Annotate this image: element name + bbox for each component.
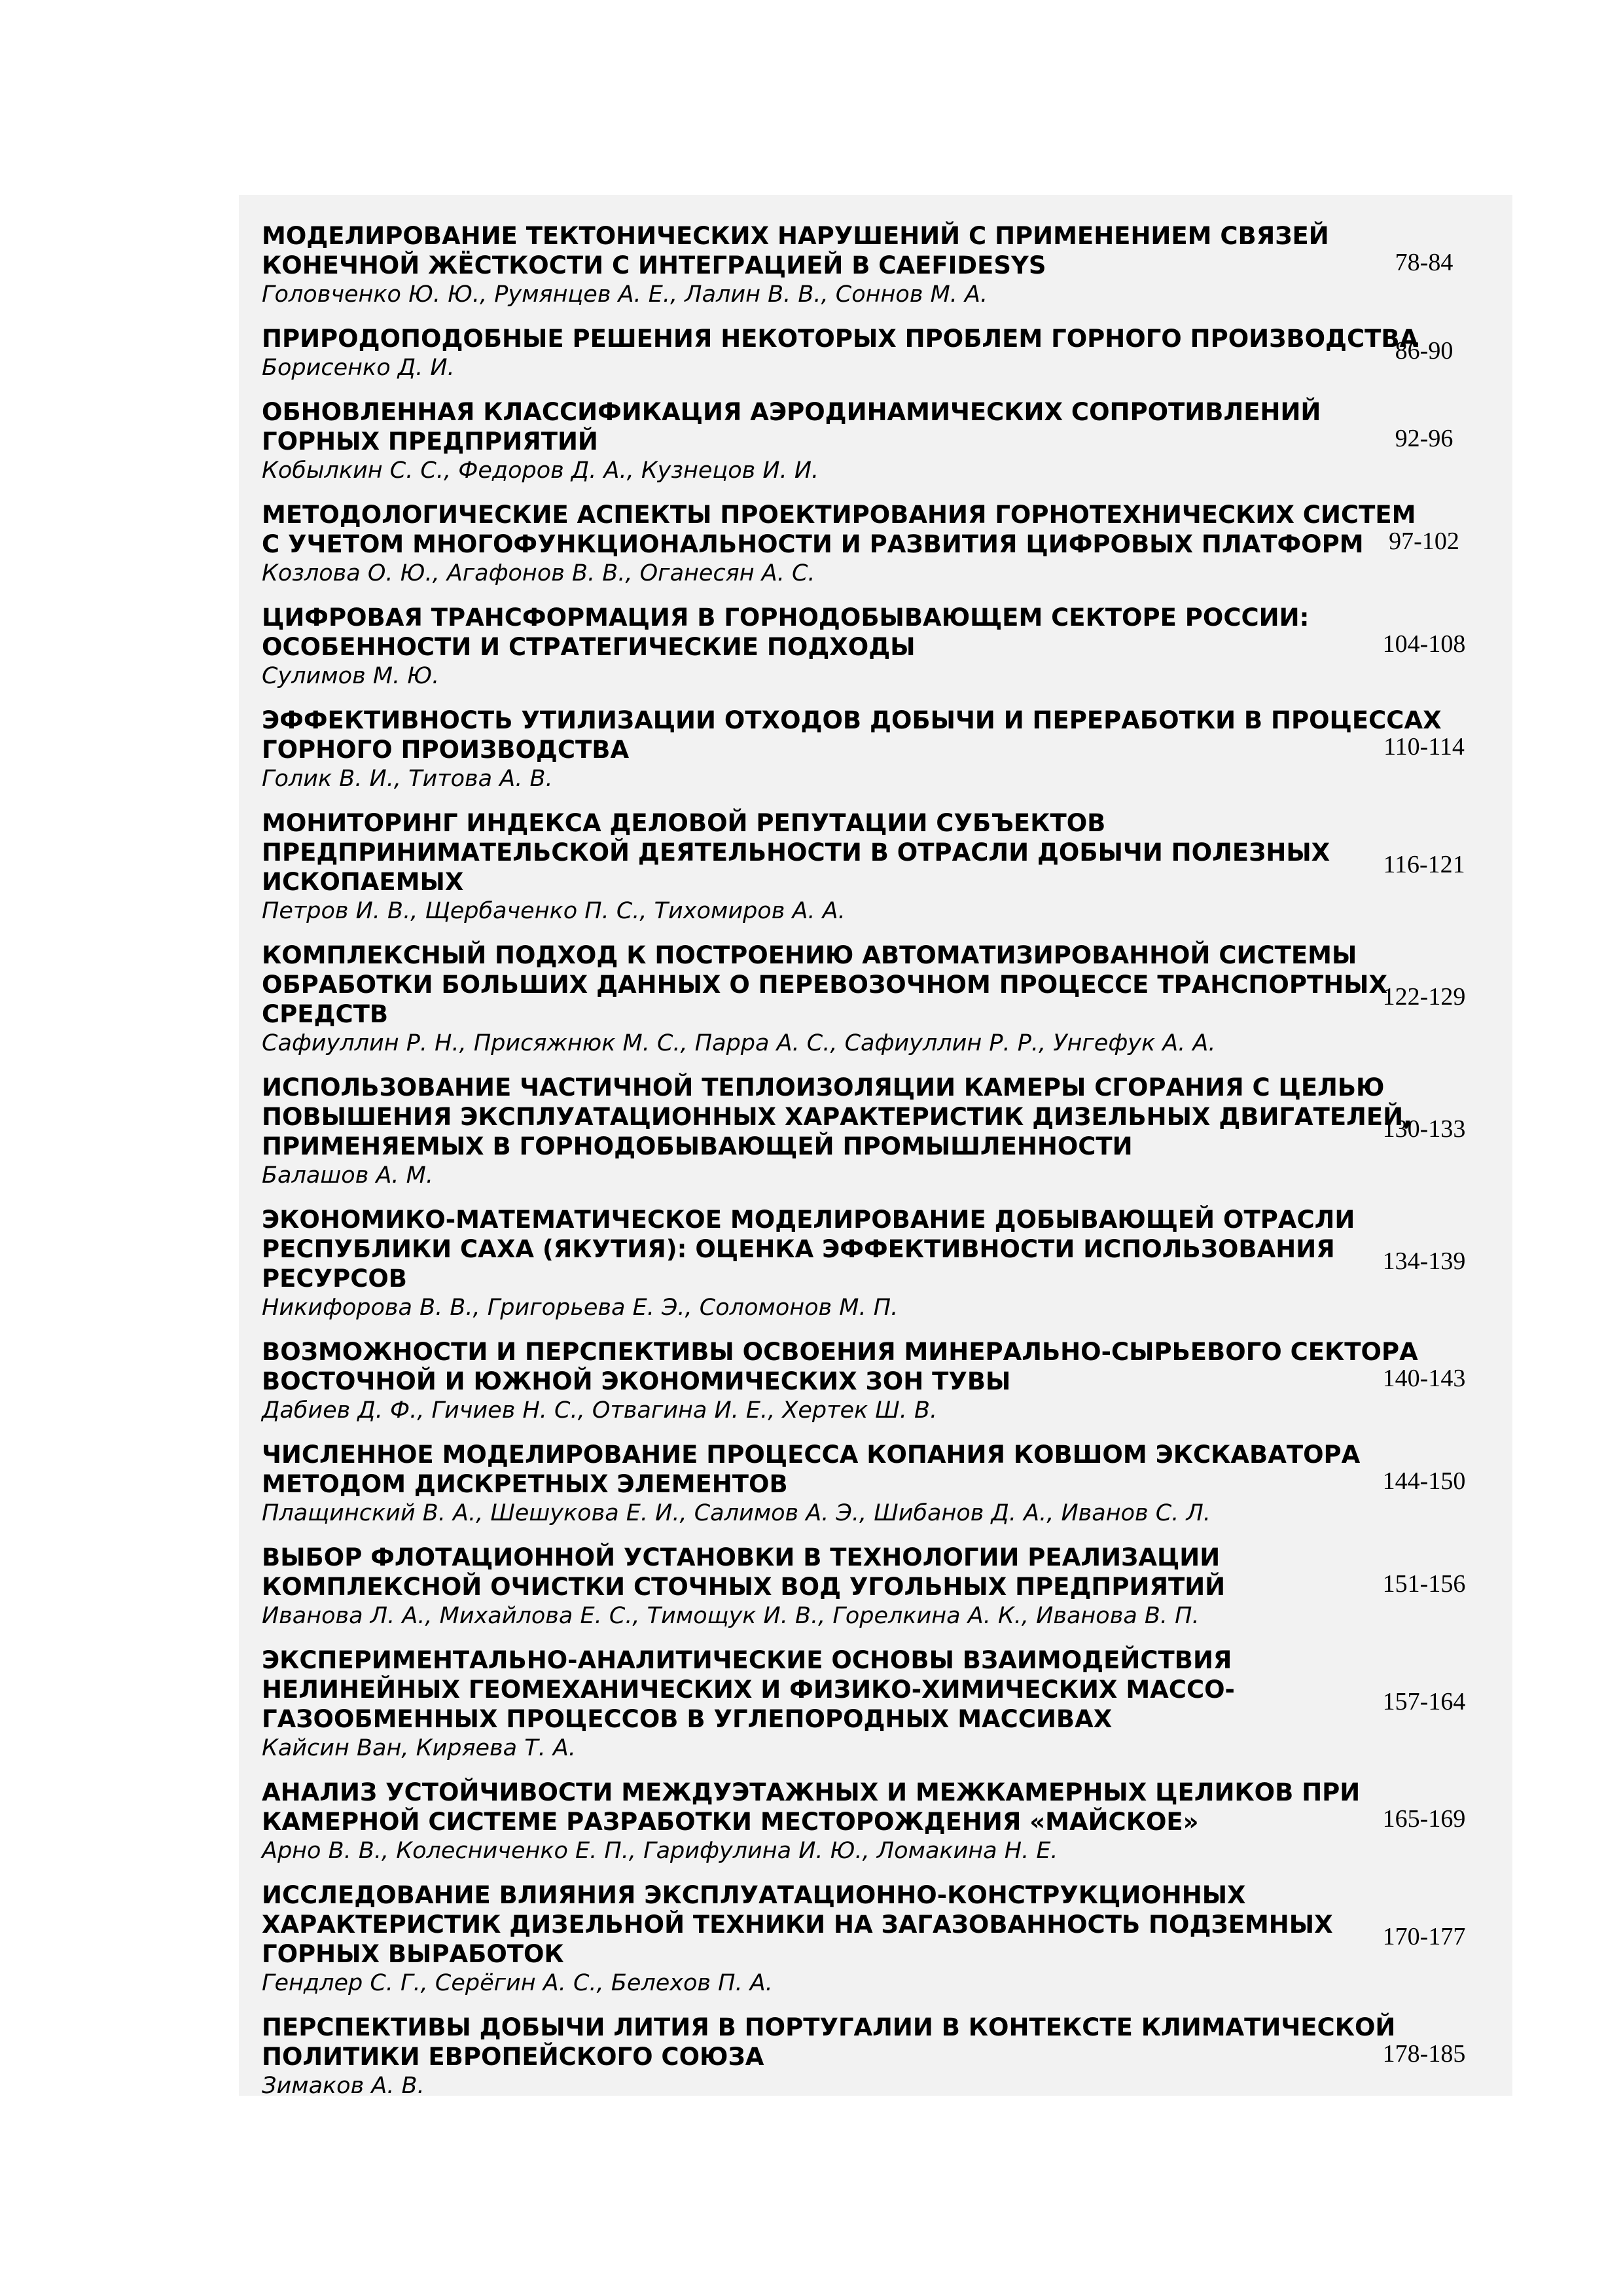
entry-title-line: ГОРНЫХ ВЫРАБОТОК [262,1940,564,1968]
entry-authors: Петров И. В., Щербаченко П. С., Тихомиров А. А. [262,898,846,924]
entry-title-line: ЭФФЕКТИВНОСТЬ УТИЛИЗАЦИИ ОТХОДОВ ДОБЫЧИ И ПЕРЕРАБОТКИ В ПРОЦЕССАХ [262,706,1442,734]
entry-title-line: ПРИРОДОПОДОБНЫЕ РЕШЕНИЯ НЕКОТОРЫХ ПРОБЛЕМ ГОРНОГО ПРОИЗВОДСТВА [262,325,1419,353]
entry-page-range: 104-108 [1382,630,1466,658]
toc-entry [262,1645,1489,1763]
entry-authors: Гендлер С. Г., Серёгин А. С., Белехов П. А. [262,1970,773,1996]
entry-page-range: 97-102 [1389,528,1459,555]
entry-title-line: МОНИТОРИНГ ИНДЕКСА ДЕЛОВОЙ РЕПУТАЦИИ СУБЪЕКТОВ [262,809,1106,837]
entry-title-line: СРЕДСТВ [262,1000,389,1028]
entry-title [262,941,1388,1029]
toc-entry [262,324,1489,383]
entry-authors: Балашов А. М. [262,1162,433,1189]
entry-title [262,324,1419,353]
entry-page-range: 151-156 [1382,1570,1466,1598]
entry-page-range: 86-90 [1395,336,1454,365]
entry-title [262,808,1348,897]
toc-entry [262,603,1489,691]
toc-entry [262,941,1489,1058]
entry-title-line: ГОРНОГО ПРОИЗВОДСТВА [262,736,630,764]
entry-title [262,1778,1361,1837]
entry-page-range: 130-133 [1382,1115,1466,1143]
entry-title-line: С УЧЕТОМ МНОГОФУНКЦИОНАЛЬНОСТИ И РАЗВИТИЯ ЦИФРОВЫХ ПЛАТФОРМ [262,530,1364,558]
entry-title-line: ИСКОПАЕМЫХ [262,868,464,896]
entry-title-line: ПРЕДПРИНИМАТЕЛЬСКОЙ ДЕЯТЕЛЬНОСТИ В ОТРАСЛИ ДОБЫЧИ ПОЛЕЗНЫХ [262,838,1330,867]
entry-title-line: МЕТОДОЛОГИЧЕСКИЕ АСПЕКТЫ ПРОЕКТИРОВАНИЯ ГОРНОТЕХНИЧЕСКИХ СИСТЕМ [262,501,1416,529]
entry-authors: Головченко Ю. Ю., Румянцев А. Е., Лалин В. В., Соннов М. А. [262,281,988,308]
entry-authors: Борисенко Д. И. [262,355,455,381]
entry-title [262,1073,1413,1161]
entry-title [262,221,1348,280]
entry-title-line: ОБРАБОТКИ БОЛЬШИХ ДАННЫХ О ПЕРЕВОЗОЧНОМ ПРОЦЕССЕ ТРАНСПОРТНЫХ [262,971,1388,999]
entry-title-line: ЦИФРОВАЯ ТРАНСФОРМАЦИЯ В ГОРНОДОБЫВАЮЩЕМ СЕКТОРЕ РОССИИ: [262,603,1310,632]
entry-title [262,2013,1396,2072]
entry-authors: Кайсин Ван, Киряева Т. А. [262,1735,576,1761]
entry-page-range: 157-164 [1382,1687,1466,1715]
entry-page-range: 134-139 [1382,1247,1466,1275]
entry-authors: Арно В. В., Колесниченко Е. П., Гарифулина И. Ю., Ломакина Н. Е. [262,1838,1058,1864]
entry-title-line: ИССЛЕДОВАНИЕ ВЛИЯНИЯ ЭКСПЛУАТАЦИОННО-КОНСТРУКЦИОННЫХ [262,1881,1246,1909]
entry-authors: Козлова О. Ю., Агафонов В. В., Оганесян А. С. [262,560,815,586]
entry-page-range: 165-169 [1382,1805,1466,1833]
toc-entry [262,1543,1489,1631]
entry-title-line: ПОВЫШЕНИЯ ЭКСПЛУАТАЦИОННЫХ ХАРАКТЕРИСТИК ДИЗЕЛЬНЫХ ДВИГАТЕЛЕЙ, [262,1103,1413,1131]
entry-title-line: ЭКОНОМИКО-МАТЕМАТИЧЕСКОЕ МОДЕЛИРОВАНИЕ ДОБЫВАЮЩЕЙ ОТРАСЛИ [262,1206,1355,1234]
toc-entry [262,1337,1489,1426]
entry-page-range: 122-129 [1382,982,1466,1011]
entry-title-line: КОМПЛЕКСНЫЙ ПОДХОД К ПОСТРОЕНИЮ АВТОМАТИЗИРОВАННОЙ СИСТЕМЫ [262,941,1357,969]
entry-title-line: ЭКСПЕРИМЕНТАЛЬНО-АНАЛИТИЧЕСКИЕ ОСНОВЫ ВЗАИМОДЕЙСТВИЯ [262,1646,1232,1674]
entry-title-line: ОСОБЕННОСТИ И СТРАТЕГИЧЕСКИЕ ПОДХОДЫ [262,633,916,661]
entry-authors: Сулимов М. Ю. [262,663,440,689]
entry-title-line: ПРИМЕНЯЕМЫХ В ГОРНОДОБЫВАЮЩЕЙ ПРОМЫШЛЕННОСТИ [262,1132,1133,1160]
entry-page-range: 178-185 [1382,2040,1466,2068]
entry-title-line: ИСПОЛЬЗОВАНИЕ ЧАСТИЧНОЙ ТЕПЛОИЗОЛЯЦИИ КАМЕРЫ СГОРАНИЯ С ЦЕЛЬЮ [262,1073,1385,1102]
entry-page-range: 140-143 [1382,1365,1466,1392]
entry-page-range: 78-84 [1395,249,1454,276]
entry-title [262,603,1348,662]
entry-title-line: МОДЕЛИРОВАНИЕ ТЕКТОНИЧЕСКИХ НАРУШЕНИЙ С ПРИМЕНЕНИЕМ СВЯЗЕЙ [262,222,1329,250]
entry-authors: Плащинский В. А., Шешукова Е. И., Салимов А. Э., Шибанов Д. А., Иванов С. Л. [262,1500,1211,1526]
entry-title [262,1440,1361,1499]
entry-title [262,500,1416,559]
entry-title-line: КОМПЛЕКСНОЙ ОЧИСТКИ СТОЧНЫХ ВОД УГОЛЬНЫХ ПРЕДПРИЯТИЙ [262,1573,1226,1601]
toc-entry [262,808,1489,926]
entry-page-range: 116-121 [1383,850,1465,878]
entry-title [262,1205,1355,1293]
entry-title-line: ПЕРСПЕКТИВЫ ДОБЫЧИ ЛИТИЯ В ПОРТУГАЛИИ В КОНТЕКСТЕ КЛИМАТИЧЕСКОЙ [262,2013,1396,2041]
entry-authors: Дабиев Д. Ф., Гичиев Н. С., Отвагина И. Е., Хертек Ш. В. [262,1397,938,1424]
entry-title [262,1543,1348,1602]
entry-authors: Сафиуллин Р. Н., Присяжнюк М. С., Парра А. С., Сафиуллин Р. Р., Унгефук А. А. [262,1030,1216,1056]
entry-authors: Иванова Л. А., Михайлова Е. С., Тимощук И. В., Горелкина А. К., Иванова В. П. [262,1603,1200,1629]
entry-title [262,397,1348,456]
entry-page-range: 144-150 [1382,1467,1466,1495]
entry-title [262,1645,1348,1734]
toc-entry [262,1073,1489,1191]
entry-page-range: 92-96 [1395,425,1454,452]
entry-title-line: ЧИСЛЕННОЕ МОДЕЛИРОВАНИЕ ПРОЦЕССА КОПАНИЯ КОВШОМ ЭКСКАВАТОРА [262,1441,1361,1469]
toc-entry [262,1440,1489,1528]
toc-entry [262,500,1489,588]
toc-entry [262,1880,1489,1998]
entry-authors: Голик В. И., Титова А. В. [262,766,553,792]
toc-entry [262,706,1489,794]
toc-entry [262,1205,1489,1323]
entry-title-line: ГОРНЫХ ПРЕДПРИЯТИЙ [262,427,598,456]
entry-authors: Никифорова В. В., Григорьева Е. Э., Соломонов М. П. [262,1295,899,1321]
toc-entry [262,1778,1489,1866]
toc-entry [262,397,1489,486]
entry-title-line: КОНЕЧНОЙ ЖЁСТКОСТИ С ИНТЕГРАЦИЕЙ В CAEFIDESYS [262,251,1046,279]
entry-title-line: ВЫБОР ФЛОТАЦИОННОЙ УСТАНОВКИ В ТЕХНОЛОГИИ РЕАЛИЗАЦИИ [262,1543,1221,1571]
entry-title-line: АНАЛИЗ УСТОЙЧИВОСТИ МЕЖДУЭТАЖНЫХ И МЕЖКАМЕРНЫХ ЦЕЛИКОВ ПРИ [262,1778,1361,1806]
entry-authors: Кобылкин С. С., Федоров Д. А., Кузнецов И. И. [262,457,819,484]
entry-title-line: ГАЗООБМЕННЫХ ПРОЦЕССОВ В УГЛЕПОРОДНЫХ МАССИВАХ [262,1705,1113,1733]
entry-title-line: МЕТОДОМ ДИСКРЕТНЫХ ЭЛЕМЕНТОВ [262,1470,788,1498]
entry-title-line: ПОЛИТИКИ ЕВРОПЕЙСКОГО СОЮЗА [262,2043,764,2071]
entry-title-line: ВОСТОЧНОЙ И ЮЖНОЙ ЭКОНОМИЧЕСКИХ ЗОН ТУВЫ [262,1367,1011,1395]
entry-authors: Зимаков А. В. [262,2073,425,2099]
entry-page-range: 170-177 [1382,1922,1466,1950]
toc-entry [262,221,1489,310]
entry-title-line: ВОЗМОЖНОСТИ И ПЕРСПЕКТИВЫ ОСВОЕНИЯ МИНЕРАЛЬНО-СЫРЬЕВОГО СЕКТОРА [262,1338,1418,1366]
entry-title-line: РЕСУРСОВ [262,1265,407,1293]
entry-title-line: НЕЛИНЕЙНЫХ ГЕОМЕХАНИЧЕСКИХ И ФИЗИКО-ХИМИЧЕСКИХ МАССО- [262,1676,1235,1704]
toc-entry [262,2013,1489,2101]
entry-title-line: РЕСПУБЛИКИ САХА (ЯКУТИЯ): ОЦЕНКА ЭФФЕКТИВНОСТИ ИСПОЛЬЗОВАНИЯ [262,1235,1335,1263]
entry-page-range: 110-114 [1383,733,1465,761]
table-of-contents [239,195,1512,2099]
entry-title-line: ОБНОВЛЕННАЯ КЛАССИФИКАЦИЯ АЭРОДИНАМИЧЕСКИХ СОПРОТИВЛЕНИЙ [262,398,1321,426]
entry-title-line: КАМЕРНОЙ СИСТЕМЕ РАЗРАБОТКИ МЕСТОРОЖДЕНИЯ «МАЙСКОЕ» [262,1808,1199,1836]
entry-title [262,1337,1418,1396]
entry-title [262,1880,1348,1969]
entry-title-line: ХАРАКТЕРИСТИК ДИЗЕЛЬНОЙ ТЕХНИКИ НА ЗАГАЗОВАННОСТЬ ПОДЗЕМНЫХ [262,1910,1333,1939]
